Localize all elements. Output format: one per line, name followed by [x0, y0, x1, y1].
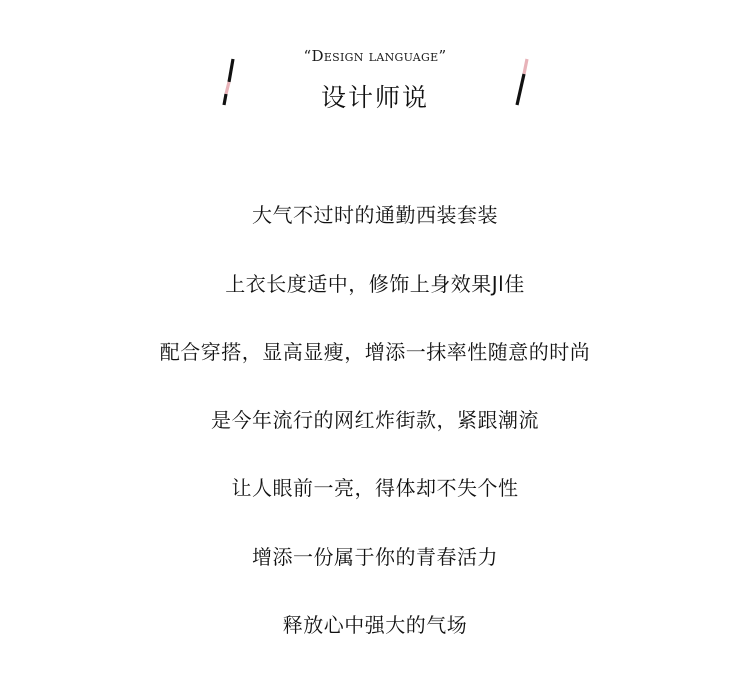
description-line: 增添一份属于你的青春活力 — [252, 545, 498, 569]
description-line: 是今年流行的网红炸街款，紧跟潮流 — [211, 408, 539, 432]
description-line: 配合穿搭，显高显瘦，增添一抹率性随意的时尚 — [159, 340, 591, 364]
description-line: 上衣长度适中，修饰上身效果Jl佳 — [225, 272, 525, 296]
subtitle-text: “Design language” — [303, 47, 447, 65]
description-line: 让人眼前一亮，得体却不失个性 — [231, 476, 519, 500]
description-line: 释放心中强大的气场 — [282, 613, 468, 637]
section-title: 设计师说 — [320, 83, 429, 112]
description-line: 大气不过时的通勤西装套装 — [252, 203, 498, 227]
